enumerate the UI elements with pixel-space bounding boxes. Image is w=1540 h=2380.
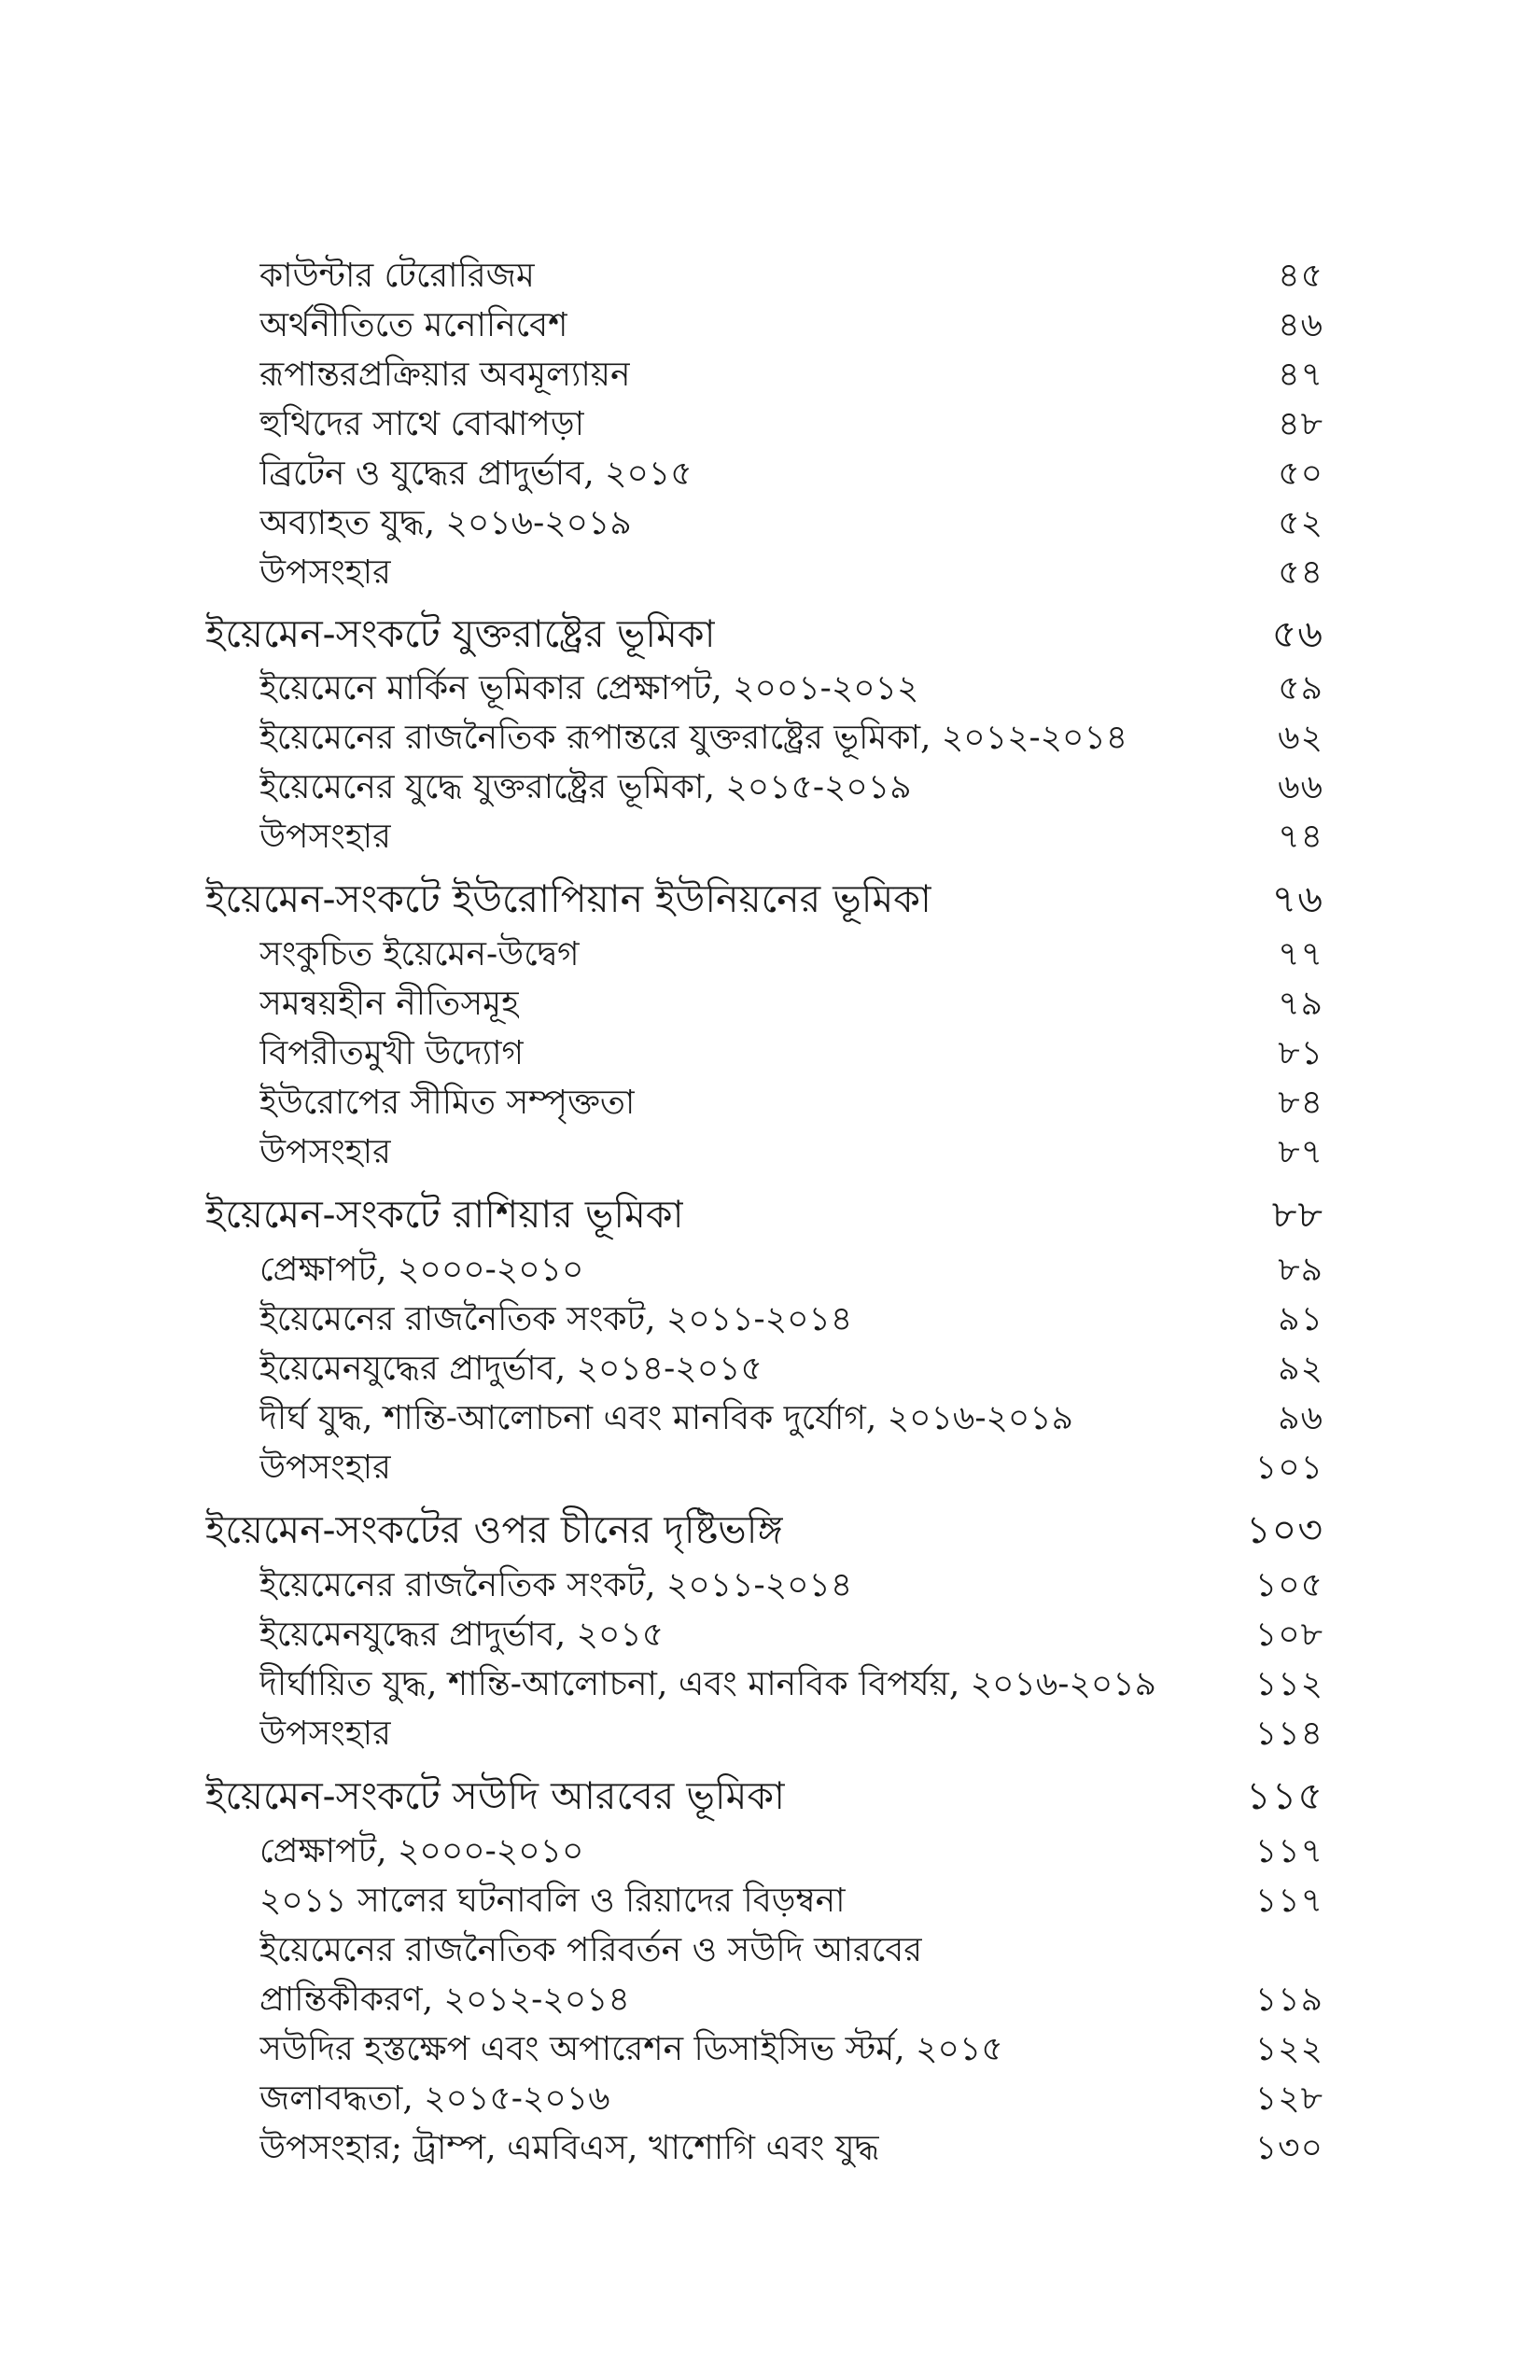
toc-entry-title: ইয়েমেনে মার্কিন ভূমিকার প্রেক্ষাপট, ২০০১-২০১২	[259, 669, 919, 707]
toc-chapter-title: ইয়েমেন-সংকটের ওপর চীনের দৃষ্টিভঙ্গি	[205, 1507, 783, 1552]
toc-chapter-title: ইয়েমেন-সংকটে ইউরোপিয়ান ইউনিয়নের ভূমিকা	[205, 876, 931, 921]
toc-entry	[259, 1826, 1323, 1882]
toc-chapter-page: ৫৬	[1271, 611, 1323, 656]
toc-entry-title: ইয়েমেনযুদ্ধের প্রাদুর্ভাব, ২০১৫	[259, 1616, 665, 1654]
toc-entry	[259, 1925, 1323, 1981]
toc-entry-title: সউদির হস্তক্ষেপ এবং অপারেশন ডিসাইসিভ স্টর্ম, ২০১৫	[259, 2030, 1003, 2068]
toc-entry-page: ৪৫	[1278, 257, 1323, 295]
toc-entry	[259, 1244, 1323, 1300]
toc-entry-title: ২০১১ সালের ঘটনাবলি ও রিয়াদের বিড়ম্বনা	[259, 1882, 846, 1920]
toc-chapter	[205, 605, 1323, 669]
toc-entry-page: ১১৪	[1254, 1715, 1323, 1753]
toc-chapter-title: ইয়েমেন-সংকটে সউদি আরবের ভূমিকা	[205, 1773, 785, 1818]
toc-entry-page: ১০৫	[1254, 1566, 1323, 1604]
toc-entry-title: ইয়েমেনের রাজনৈতিক পরিবর্তন ও সউদি আরবের	[259, 1931, 923, 1969]
toc-chapter	[205, 1501, 1323, 1565]
toc-entry	[259, 1442, 1323, 1498]
toc-entry-page: ১১২	[1254, 1665, 1323, 1703]
toc-entry	[259, 497, 1323, 553]
toc-entry-page: ৯৬	[1278, 1399, 1323, 1437]
toc-chapter-page: ১১৫	[1246, 1773, 1323, 1818]
toc-entry	[259, 300, 1323, 356]
toc-chapter-page: ১০৩	[1246, 1507, 1323, 1552]
toc-entry-title: দীর্ঘ যুদ্ধ, শান্তি-আলোচনা এবং মানবিক দুর্যোগ, ২০১৬-২০১৯	[259, 1399, 1074, 1437]
toc-entry-title: উপসংহার; ট্রাম্প, এমবিএস, খাশোগি এবং যুদ্ধ	[259, 2129, 879, 2167]
toc-entry-title: ইয়েমেনের রাজনৈতিক সংকট, ২০১১-২০১৪	[259, 1300, 853, 1338]
toc-entry-title: ইউরোপের সীমিত সম্পৃক্ততা	[259, 1084, 636, 1122]
toc-entry	[259, 1077, 1323, 1133]
toc-entry	[259, 547, 1323, 603]
toc-entry-title: সংকুচিত ইয়েমেন-উদ্বেগ	[259, 935, 580, 973]
toc-entry-page: ৭৪	[1278, 818, 1323, 856]
toc-entry	[259, 1028, 1323, 1084]
toc-entry-title: অব্যাহত যুদ্ধ, ২০১৬-২০১৯	[259, 504, 632, 542]
toc-entry-page: ৯২	[1278, 1350, 1323, 1388]
toc-entry	[259, 978, 1323, 1034]
toc-chapter	[205, 1185, 1323, 1250]
toc-entry	[259, 1294, 1323, 1350]
toc-entry-page: ৪৭	[1278, 356, 1323, 394]
toc-entry-title: প্রেক্ষাপট, ২০০০-২০১০	[259, 1832, 584, 1870]
toc-entry	[259, 1560, 1323, 1616]
toc-entry-page: ৮৯	[1278, 1251, 1323, 1289]
toc-entry	[259, 1708, 1323, 1764]
toc-entry-page: ৮৭	[1278, 1133, 1323, 1171]
toc-entry-page: ৫০	[1278, 455, 1323, 493]
toc-chapter-title: ইয়েমেন-সংকটে রাশিয়ার ভূমিকা	[205, 1192, 684, 1237]
toc-entry-title: প্রেক্ষাপট, ২০০০-২০১০	[259, 1251, 584, 1289]
toc-entry	[259, 762, 1323, 818]
toc-entry-title: উপসংহার	[259, 1449, 391, 1487]
toc-entry-page: ৫২	[1278, 504, 1323, 542]
toc-entry-page: ১৩০	[1254, 2129, 1323, 2167]
toc-entry-title: রূপান্তরপ্রক্রিয়ার অবমূল্যায়ন	[259, 356, 631, 394]
toc-entry-page: ৭৯	[1278, 985, 1323, 1023]
toc-entry	[259, 1659, 1323, 1715]
toc-chapter-title: ইয়েমেন-সংকটে যুক্তরাষ্ট্রের ভূমিকা	[205, 611, 716, 656]
toc-entry	[259, 929, 1323, 985]
toc-entry-page: ৬২	[1278, 719, 1323, 757]
toc-entry	[259, 448, 1323, 504]
toc-entry	[259, 2023, 1323, 2079]
toc-entry-title: জলাবদ্ধতা, ২০১৫-২০১৬	[259, 2079, 610, 2118]
toc-entry-title: উপসংহার	[259, 553, 391, 592]
toc-entry-page: ৭৭	[1278, 935, 1323, 973]
toc-entry	[259, 2073, 1323, 2129]
toc-entry	[259, 250, 1323, 306]
toc-entry-page: ১২২	[1254, 2030, 1323, 2068]
toc-entry	[259, 1343, 1323, 1399]
toc-entry-title: অর্থনীতিতে মনোনিবেশ	[259, 306, 568, 344]
toc-entry-page: ৪৬	[1278, 306, 1323, 344]
toc-entry-title: ব্রিটেন ও যুদ্ধের প্রাদুর্ভাব, ২০১৫	[259, 455, 693, 493]
toc-entry-page: ৫৪	[1278, 553, 1323, 592]
toc-entry-title: দীর্ঘায়িত যুদ্ধ, শান্তি-আলোচনা, এবং মানবিক বিপর্যয়, ২০১৬-২০১৯	[259, 1665, 1156, 1703]
toc-entry-title: বিপরীতমুখী উদ্যোগ	[259, 1034, 525, 1072]
toc-entry	[259, 349, 1323, 405]
toc-entry	[259, 2122, 1323, 2178]
toc-entry-title: ইয়েমেনের রাজনৈতিক রূপান্তরে যুক্তরাষ্ট্রের ভূমিকা, ২০১২-২০১৪	[259, 719, 1128, 757]
toc-chapter	[205, 870, 1323, 934]
toc-entry	[259, 811, 1323, 867]
toc-entry-title: ইয়েমেনের যুদ্ধে যুক্তরাষ্ট্রের ভূমিকা, ২০১৫-২০১৯	[259, 768, 912, 806]
toc-entry	[259, 663, 1323, 719]
toc-entry	[259, 1609, 1323, 1665]
toc-entry	[259, 712, 1323, 768]
toc-entry	[259, 399, 1323, 455]
toc-entry	[259, 1127, 1323, 1183]
toc-entry-page: ৬৬	[1278, 768, 1323, 806]
toc-entry-title: উপসংহার	[259, 1715, 391, 1753]
toc-entry-title: কাউন্টার টেরোরিজম	[259, 257, 535, 295]
toc-entry-page: ১০১	[1254, 1449, 1323, 1487]
toc-entry-page: ১১৯	[1254, 1981, 1323, 2019]
toc-entry	[259, 1875, 1323, 1931]
toc-entry-page: ৫৯	[1278, 669, 1323, 707]
toc-entry	[259, 1974, 1323, 2030]
toc-chapter-page: ৮৮	[1271, 1192, 1323, 1237]
toc-chapter	[205, 1767, 1323, 1831]
toc-entry-page: ৮১	[1278, 1034, 1323, 1072]
toc-entry-title: ইয়েমেনযুদ্ধের প্রাদুর্ভাব, ২০১৪-২০১৫	[259, 1350, 763, 1388]
toc-entry-title: ইয়েমেনের রাজনৈতিক সংকট, ২০১১-২০১৪	[259, 1566, 853, 1604]
toc-entry-title: হুথিদের সাথে বোঝাপড়া	[259, 405, 585, 443]
toc-entry-title: প্রান্তিকীকরণ, ২০১২-২০১৪	[259, 1981, 630, 2019]
toc-entry-title: উপসংহার	[259, 818, 391, 856]
toc-entry	[259, 1393, 1323, 1449]
toc-entry-title: সমন্বয়হীন নীতিসমূহ	[259, 985, 520, 1023]
toc-entry-page: ৪৮	[1278, 405, 1323, 443]
toc-entry-page: ১১৭	[1254, 1882, 1323, 1920]
toc-entry-title: উপসংহার	[259, 1133, 391, 1171]
toc-chapter-page: ৭৬	[1271, 876, 1323, 921]
toc-entry-page: ৯১	[1278, 1300, 1323, 1338]
toc-entry-page: ১০৮	[1254, 1616, 1323, 1654]
toc-entry-page: ৮৪	[1278, 1084, 1323, 1122]
toc-entry-page: ১১৭	[1254, 1832, 1323, 1870]
toc-entry-page: ১২৮	[1254, 2079, 1323, 2118]
